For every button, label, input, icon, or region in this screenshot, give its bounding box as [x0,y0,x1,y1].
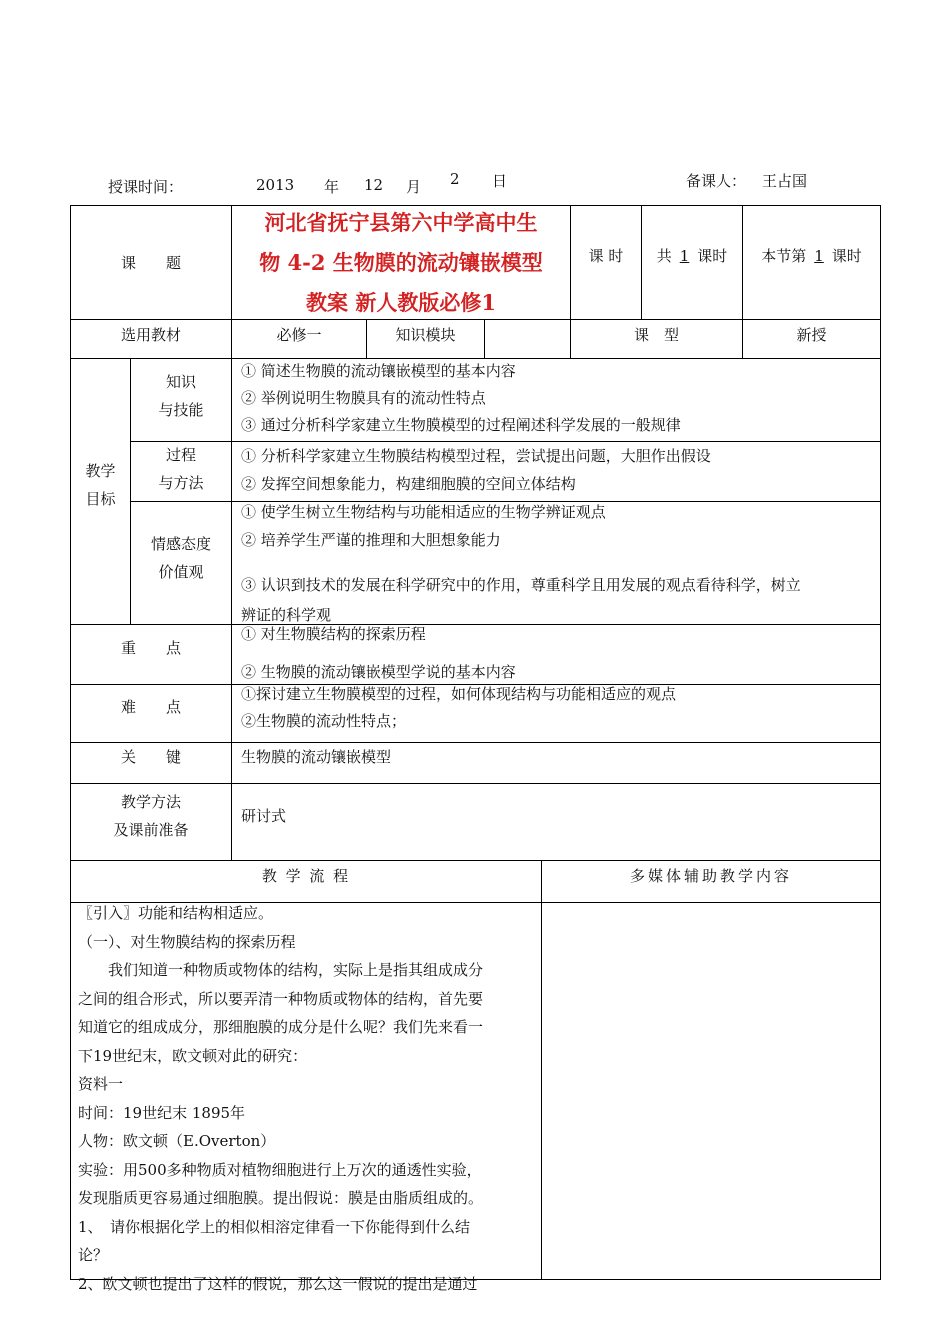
method-label [71,788,231,844]
key-point-item: ② 生物膜的流动镶嵌模型学说的基本内容 [241,663,516,681]
column-divider [484,319,485,359]
key-label: 关 键 [120,748,181,766]
section-hour-value: 1 [814,247,824,265]
teaching-goals-label-line-1: 教学 [85,462,116,480]
knowledge-label [131,366,231,426]
flow-line: 人物：欧文顿（E.Overton） [78,1132,276,1150]
total-hours [642,206,742,306]
year-unit: 年 [324,178,340,196]
topic-label: 课 题 [120,253,181,272]
teaching-goals-label [71,455,130,515]
key-value: 生物膜的流动镶嵌模型 [241,748,392,766]
preparer-label: 备课人： [686,172,747,190]
emotion-item: ② 培养学生严谨的推理和大胆想象能力 [241,531,501,549]
flow-line: 时间：19世纪末 1895年 [78,1103,246,1122]
key-points-label: 重 点 [120,639,181,657]
lesson-title-line-3: 教案 新人教版必修1 [306,289,496,315]
row-divider [70,783,881,784]
flow-line: 1、 请你根据化学上的相似相溶定律看一下你能得到什么结 [78,1217,471,1236]
preparer-name: 王占国 [762,172,808,190]
flow-line: 知道它的组成成分，那细胞膜的成分是什么呢？我们先来看一 [78,1018,484,1036]
flow-line: 〖引入〗功能和结构相适应。 [78,904,274,922]
section-hour [743,206,880,306]
flow-line: 发现脂质更容易通过细胞膜。提出假说：膜是由脂质组成的。 [78,1189,484,1207]
flow-line: 资料一 [78,1075,124,1093]
process-label-line-2: 与方法 [158,474,204,492]
emotion-label-line-2: 价值观 [158,563,204,581]
knowledge-item: ③ 通过分析科学家建立生物膜模型的过程阐述科学发展的一般规律 [241,416,681,434]
process-label-line-1: 过程 [165,446,196,464]
lesson-title-line-1: 河北省抚宁县第六中学高中生 [264,209,538,235]
emotion-item: 辨证的科学观 [241,606,332,624]
section-hour-prefix: 本节第 [761,247,807,265]
lesson-month: 12 [364,176,384,194]
month-unit: 月 [406,178,422,196]
flow-line: 论？ [78,1246,109,1264]
knowledge-label-line-1: 知识 [165,373,196,391]
method-value: 研讨式 [241,807,287,825]
emotion-label-line-1: 情感态度 [150,535,211,553]
total-hours-prefix: 共 [656,247,672,265]
textbook-label: 选用教材 [120,326,181,344]
teaching-flow-content [78,899,536,1298]
lesson-title-line-2: 物 4-2 生物膜的流动镶嵌模型 [259,249,543,275]
process-item: ① 分析科学家建立生物膜结构模型过程，尝试提出问题，大胆作出假设 [241,447,711,465]
difficulty-item: ①探讨建立生物膜模型的过程，如何体现结构与功能相适应的观点 [241,685,677,703]
flow-line: 下19世纪末，欧文顿对此的研究： [78,1046,308,1065]
total-hours-value: 1 [679,247,690,265]
process-item: ② 发挥空间想象能力，构建细胞膜的空间立体结构 [241,475,576,493]
textbook-value: 必修一 [276,326,322,344]
flow-line: 我们知道一种物质或物体的结构，实际上是指其组成成分 [78,961,484,979]
knowledge-label-line-2: 与技能 [158,401,204,419]
method-label-line-2: 及课前准备 [113,821,189,839]
difficulties-label: 难 点 [120,698,181,716]
lesson-time-label: 授课时间： [108,178,184,196]
day-unit: 日 [492,172,508,190]
section-hour-suffix: 课时 [831,247,862,265]
flow-line: 之间的组合形式，所以要弄清一种物质或物体的结构，首先要 [78,989,484,1008]
lesson-day: 2 [450,170,460,188]
difficulty-item: ②生物膜的流动性特点； [241,712,407,730]
flow-header-left: 教 学 流 程 [261,867,351,885]
column-divider [541,860,542,1280]
emotion-item: ① 使学生树立生物结构与功能相适应的生物学辨证观点 [241,503,606,521]
process-label [131,440,231,498]
emotion-item: ③ 认识到技术的发展在科学研究中的作用，尊重科学且用发展的观点看待科学，树立 [241,576,801,594]
flow-line: （一）、对生物膜结构的探索历程 [78,932,296,951]
table-border-right [880,205,881,1280]
lesson-type-label: 课 型 [633,326,679,344]
module-label: 知识模块 [395,326,456,344]
lesson-title [232,206,570,319]
lesson-year: 2013 [256,176,295,194]
method-label-line-1: 教学方法 [120,793,181,811]
teaching-goals-label-line-2: 目标 [85,490,116,508]
flow-line: 2、欧文顿也提出了这样的假说，那么这一假说的提出是通过 [78,1274,478,1293]
emotion-label [131,530,231,586]
hours-label: 课 时 [588,247,624,265]
total-hours-suffix: 课时 [697,247,728,265]
flow-header-right: 多媒体辅助教学内容 [629,867,792,885]
knowledge-items [241,358,681,439]
lesson-type-value: 新授 [796,326,827,344]
flow-line: 实验：用500多种物质对植物细胞进行上万次的通透性实验， [78,1160,482,1179]
knowledge-item: ② 举例说明生物膜具有的流动性特点 [241,389,486,407]
process-items [241,442,711,498]
key-point-item: ① 对生物膜结构的探索历程 [241,625,426,643]
knowledge-item: ① 简述生物膜的流动镶嵌模型的基本内容 [241,362,516,380]
